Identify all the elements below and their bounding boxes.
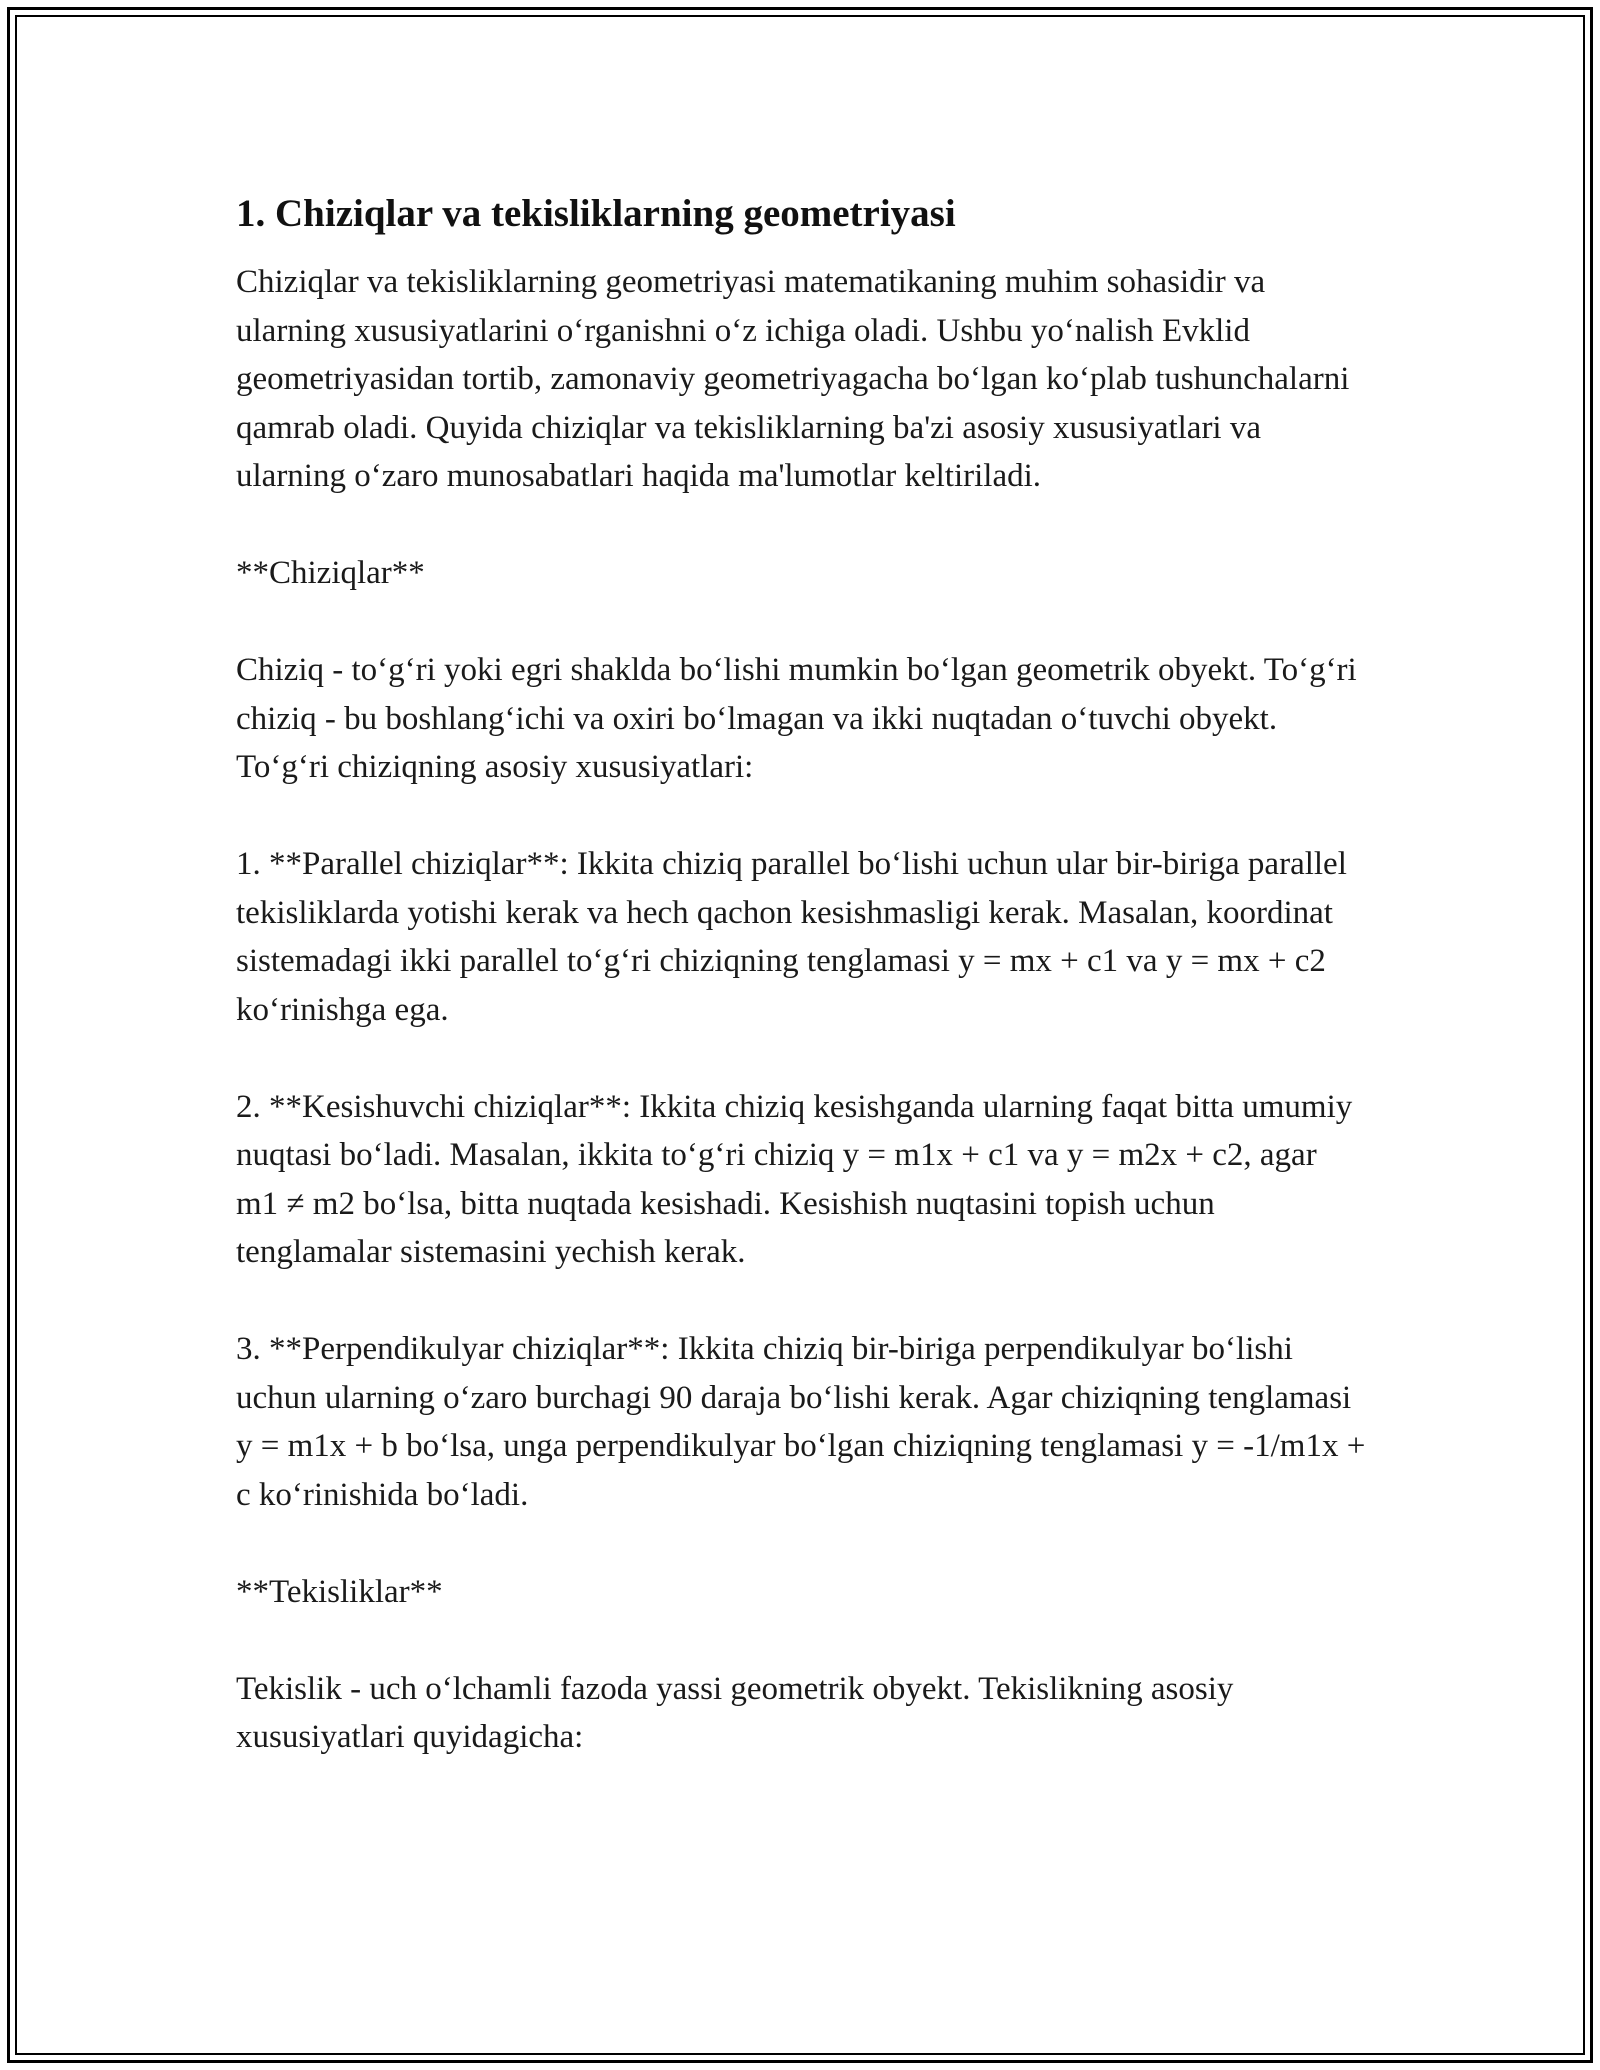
section-heading-planes: **Tekisliklar** <box>236 1573 443 1610</box>
planes-definition-paragraph: Tekislik - uch o‘lchamli fazoda yassi geometrik obyekt. Tekislikning asosiy xususiyatlari quyidagicha: <box>236 1670 1234 1755</box>
document-title: 1. Chiziqlar va tekisliklarning geometriyasi <box>236 192 956 235</box>
intro-paragraph: Chiziqlar va tekisliklarning geometriyasi matematikaning muhim sohasidir va ularning xususiyatlarini o‘rganishni o‘z ichiga oladi. Ushbu yo‘nalish Evklid geometriyasidan tortib, zamonaviy geometriyagacha bo‘lgan ko‘plab tushunchalarni qamrab oladi. Quyida chiziqlar va tekisliklarning ba'zi asosiy xususiyatlari va ularning o‘zaro munosabatlari haqida ma'lumotlar keltiriladi. <box>236 264 1350 494</box>
section-heading-lines: **Chiziqlar** <box>236 555 425 591</box>
list-item-intersecting-lines: 2. **Kesishuvchi chiziqlar**: Ikkita chiziq kesishganda ularning faqat bitta umumiy nuqtasi bo‘ladi. Masalan, ikkita to‘g‘ri chiziq y = m1x + c1 va y = m2x + c2, agar m1 ≠ m2 bo‘lsa, bitta nuqtada kesishadi. Kesishish nuqtasini topish uchun tenglamalar sistemasini yechish kerak. <box>236 1088 1353 1270</box>
list-item-parallel-lines: 1. **Parallel chiziqlar**: Ikkita chiziq parallel bo‘lishi uchun ular bir-biriga parallel tekisliklarda yotishi kerak va hech qachon kesishmasligi kerak. Masalan, koordinat sistemadagi ikki parallel to‘g‘ri chiziqning tenglamasi y = mx + c1 va y = mx + c2 ko‘rinishga ega. <box>236 846 1347 1028</box>
lines-definition-paragraph: Chiziq - to‘g‘ri yoki egri shaklda bo‘lishi mumkin bo‘lgan geometrik obyekt. To‘g‘ri chiziq - bu boshlang‘ichi va oxiri bo‘lmagan va ikki nuqtadan o‘tuvchi obyekt. To‘g‘ri chiziqning asosiy xususiyatlari: <box>236 652 1357 785</box>
document-body <box>236 186 1366 1810</box>
list-item-perpendicular-lines: 3. **Perpendikulyar chiziqlar**: Ikkita chiziq bir-biriga perpendikulyar bo‘lishi uchun ularning o‘zaro burchagi 90 daraja bo‘lishi kerak. Agar chiziqning tenglamasi y = m1x + b bo‘lsa, unga perpendikulyar bo‘lgan chiziqning tenglamasi y = -1/m1x + c ko‘rinishida bo‘ladi. <box>236 1331 1366 1513</box>
